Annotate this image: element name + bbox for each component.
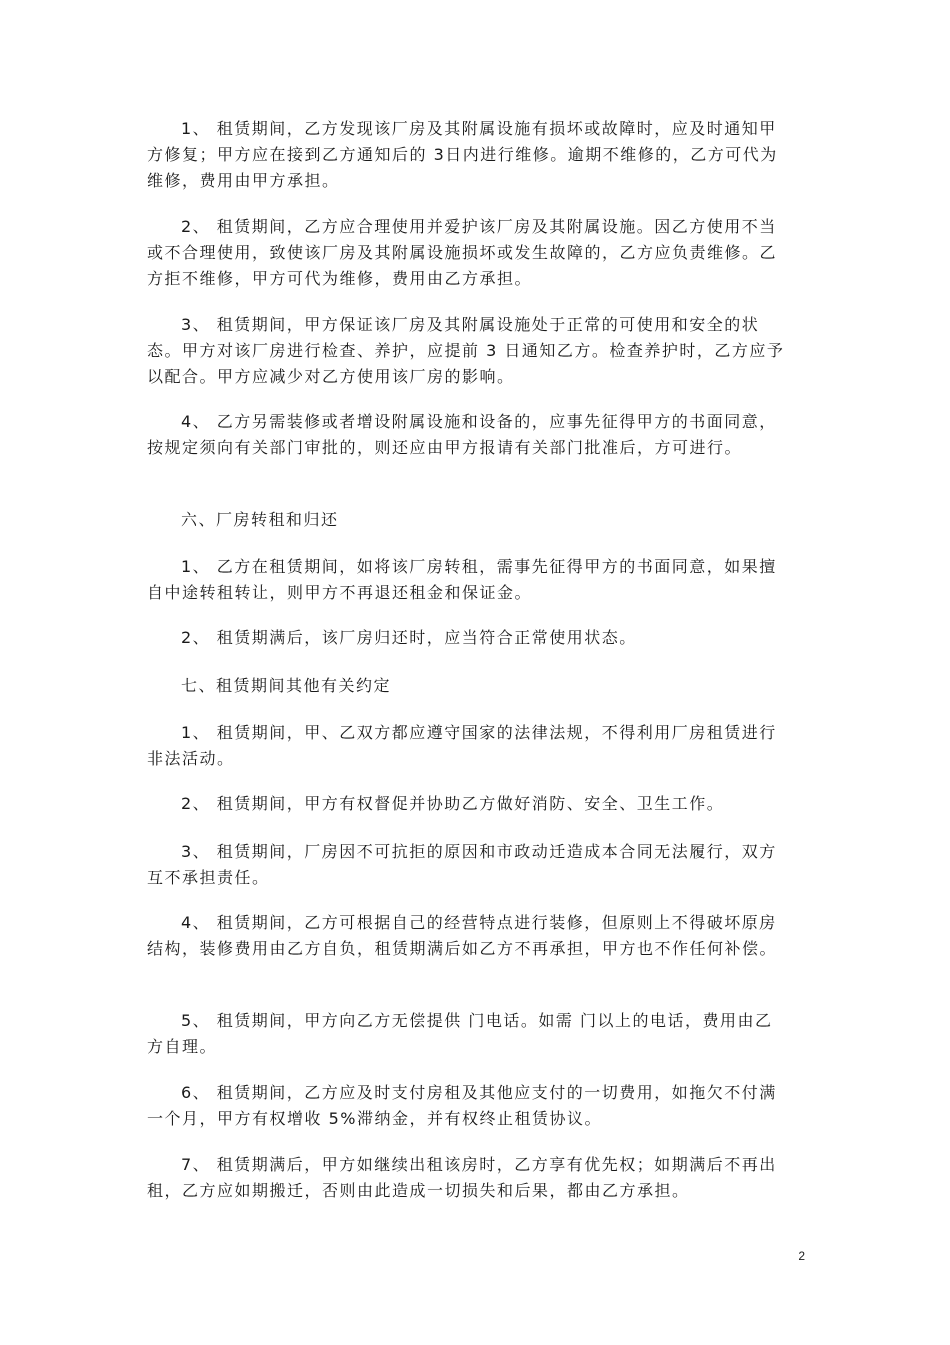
clause-7-5: 5、 租赁期间，甲方向乙方无偿提供 门电话。如需 门以上的电话，费用由乙方自理。 <box>147 1011 773 1056</box>
clause-5-1: 1、 租赁期间，乙方发现该厂房及其附属设施有损坏或故障时，应及时通知甲方修复；甲方应在接到乙方通知后的 3日内进行维修。逾期不维修的，乙方可代为维修，费用由甲方承担。 <box>147 119 778 190</box>
clause-7-6: 6、 租赁期间，乙方应及时支付房租及其他应支付的一切费用，如拖欠不付满一个月，甲方有权增收 5%滞纳金，并有权终止租赁协议。 <box>147 1083 777 1128</box>
clause-7-4: 4、 租赁期间，乙方可根据自己的经营特点进行装修，但原则上不得破坏原房结构，装修费用由乙方自负，租赁期满后如乙方不再承担，甲方也不作任何补偿。 <box>147 913 778 958</box>
page-number: 2 <box>798 1249 805 1263</box>
clause-5-2: 2、 租赁期间，乙方应合理使用并爱护该厂房及其附属设施。因乙方使用不当或不合理使用，致使该厂房及其附属设施损坏或发生故障的，乙方应负责维修。乙方拒不维修，甲方可代为维修，费用由乙方承担。 <box>147 217 778 288</box>
section-heading-7: 七、租赁期间其他有关约定 <box>181 676 392 695</box>
clause-6-2: 2、 租赁期满后，该厂房归还时，应当符合正常使用状态。 <box>181 628 637 647</box>
clause-7-3: 3、 租赁期间，厂房因不可抗拒的原因和市政动迁造成本合同无法履行，双方互不承担责任。 <box>147 842 777 887</box>
clause-7-2: 2、 租赁期间，甲方有权督促并协助乙方做好消防、安全、卫生工作。 <box>181 794 725 813</box>
clause-6-1: 1、 乙方在租赁期间，如将该厂房转租，需事先征得甲方的书面同意，如果擅自中途转租转让，则甲方不再退还租金和保证金。 <box>147 557 777 602</box>
clause-5-4: 4、 乙方另需装修或者增设附属设施和设备的，应事先征得甲方的书面同意，按规定须向有关部门审批的，则还应由甲方报请有关部门批准后，方可进行。 <box>147 412 777 457</box>
section-heading-6: 六、厂房转租和归还 <box>181 510 339 529</box>
clause-7-1: 1、 租赁期间，甲、乙双方都应遵守国家的法律法规，不得利用厂房租赁进行非法活动。 <box>147 723 777 768</box>
clause-5-3: 3、 租赁期间，甲方保证该厂房及其附属设施处于正常的可使用和安全的状态。甲方对该厂房进行检查、养护，应提前 3 日通知乙方。检查养护时，乙方应予以配合。甲方应减少对乙方使用该厂房的影响。 <box>147 315 785 386</box>
clause-7-7: 7、 租赁期满后，甲方如继续出租该房时，乙方享有优先权；如期满后不再出租，乙方应如期搬迁，否则由此造成一切损失和后果，都由乙方承担。 <box>147 1155 777 1200</box>
